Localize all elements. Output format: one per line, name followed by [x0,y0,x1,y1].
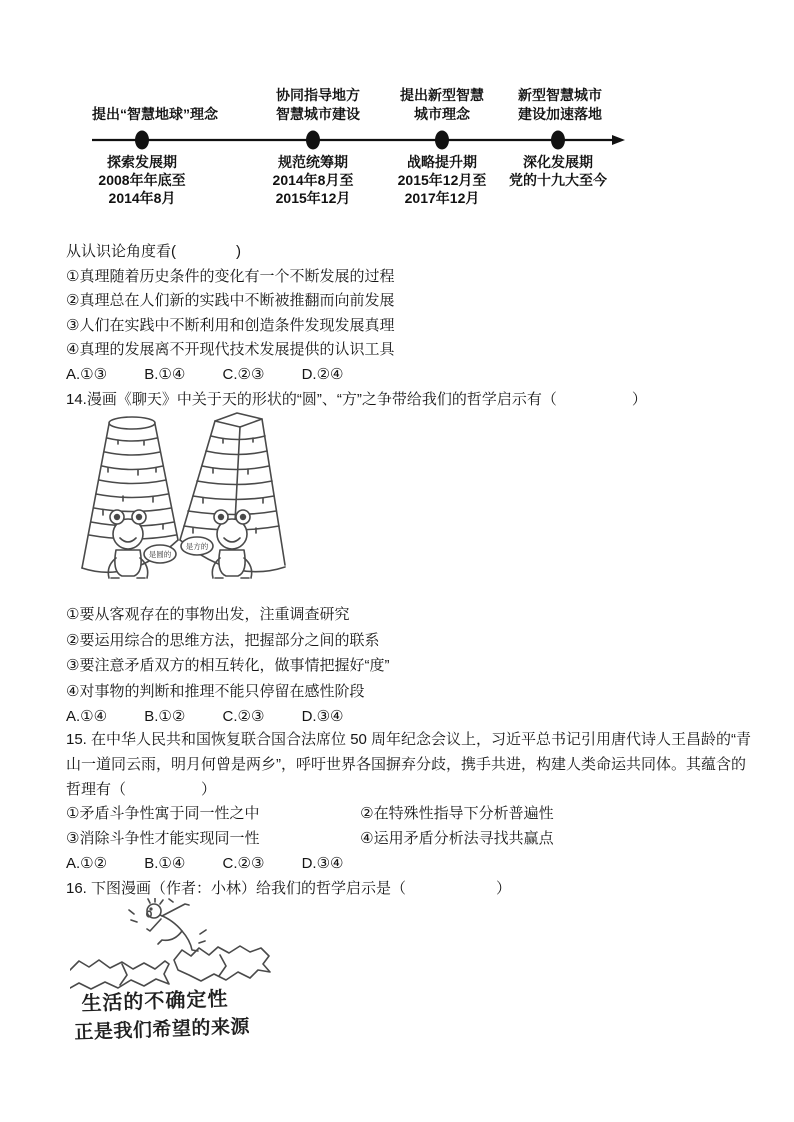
q13-item-1: ①真理随着历史条件的变化有一个不断发展的过程 [66,267,395,285]
q13-item-3: ③人们在实践中不断利用和创造条件发现发展真理 [66,316,395,334]
q13-stem: 从认识论角度看( ) [66,243,241,260]
frog-eye [114,514,120,520]
q14-stem: 14.漫画《聊天》中关于天的形状的“圆”、“方”之争带给我们的哲学启示有（ ） [66,390,647,408]
smart-city-timeline-figure [60,70,725,222]
timeline-dot-3 [435,131,449,150]
phase-1-period-line: 探索发展期 [107,154,177,170]
q15-stem-line-1: 15. 在中华人民共和国恢复联合国合法席位 50 周年纪念会议上，习近平总书记引用唐代诗人王昌龄的“青 [66,731,752,748]
q15-option-d: D.③④ [301,854,344,872]
q13-options [66,363,647,388]
phase-1-period-line: 2008年年底至 [98,172,186,188]
caption-line-1: 生活的不确定性 [81,988,229,1016]
phase-1-period-line: 2014年8月 [108,190,176,206]
phase-2-period-line: 规范统筹期 [278,154,348,170]
phase-3-title-line: 提出新型智慧 [400,87,484,103]
right-frog-drawing [212,510,251,578]
timeline-phase-1-period [57,153,227,207]
timeline-arrowhead-icon [612,135,625,145]
q13-option-d: D.②④ [301,365,344,383]
q15-option-a: A.①② [66,854,108,872]
timeline-dot-4 [551,131,565,150]
q15-item-row-2 [66,827,751,852]
q15-item-3: ③消除斗争性才能实现同一性 [66,830,260,848]
q14-cartoon-frogs-in-wells [78,410,324,602]
q15-item-4: ④运用矛盾分析法寻找共赢点 [360,830,554,848]
phase-3-period-line: 2017年12月 [404,190,480,206]
right-bubble-text: 是方的 [185,542,209,551]
frog-eye [136,514,142,520]
timeline-phase-4-title [465,82,655,124]
phase-2-title-line: 智慧城市建设 [276,106,360,122]
timeline-dot-2 [306,131,320,150]
q14-options [66,704,389,730]
q15-item-1: ①矛盾斗争性寓于同一性之中 [66,805,260,823]
caption-line-2: 正是我们希望的来源 [74,1016,251,1044]
q16-stem: 16. 下图漫画（作者：小林）给我们的哲学启示是（ ） [66,879,512,897]
phase-4-title-line: 建设加速落地 [518,106,602,122]
phase-4-period-line: 党的十九大至今 [509,172,607,188]
q14-option-b: B.①② [144,708,186,726]
leaping-person-drawing [129,898,206,951]
phase-4-title-line: 新型智慧城市 [518,87,602,103]
q15-item-2: ②在特殊性指导下分析普遍性 [360,805,554,823]
q13-item-2: ②真理总在人们新的实践中不断被推翻而向前发展 [66,292,395,310]
question-15-block [66,728,751,902]
left-bubble-text: 是圆的 [148,550,172,559]
q13-option-c: C.②③ [222,365,265,383]
phase-4-period-line: 深化发展期 [523,154,593,170]
q15-stem-line-2: 山一道同云雨，明月何曾是两乡”，呼吁世界各国摒弃分歧，携手共进，构建人类命运共同体。其蕴含的 [66,755,746,773]
q15-stem-line-3: 哲理有（ ） [66,780,217,798]
question-13-block [66,240,647,412]
question-14-block [66,602,389,730]
cliff-rocks-drawing [70,946,270,989]
q15-option-c: C.②③ [222,854,265,872]
phase-2-title-line: 协同指导地方 [276,87,360,103]
q13-option-b: B.①④ [144,365,186,383]
q13-item-4: ④真理的发展离不开现代技术发展提供的认识工具 [66,341,395,359]
phase-2-period-line: 2014年8月至 [272,172,354,188]
left-frog-drawing [108,510,147,578]
q15-option-b: B.①④ [144,854,186,872]
timeline-phase-4-period [473,153,643,189]
phase-1-title-line: 提出“智慧地球”理念 [92,106,218,122]
q14-item-3: ③要注意矛盾双方的相互转化，做事情把握好“度” [66,657,390,675]
q14-option-c: C.②③ [222,708,265,726]
q16-cartoon-leaping-figure [70,898,285,1048]
q14-item-1: ①要从客观存在的事物出发，注重调查研究 [66,606,350,623]
q14-option-a: A.①④ [66,708,108,726]
q14-item-4: ④对事物的判断和推理不能只停留在感性阶段 [66,682,365,700]
phase-2-period-line: 2015年12月 [275,190,351,206]
phase-3-period-line: 战略提升期 [407,154,477,170]
q14-option-d: D.③④ [301,708,344,726]
timeline-phase-1-title [60,82,250,124]
cartoon-caption [73,986,251,1044]
timeline-dot-1 [135,131,149,150]
q13-option-a: A.①③ [66,365,108,383]
q15-options [66,852,751,877]
q14-item-2: ②要运用综合的思维方法，把握部分之间的联系 [66,631,380,649]
phase-3-title-line: 城市理念 [414,106,470,122]
q15-item-row-1 [66,802,751,827]
frog-eye [218,514,224,520]
frog-eye [240,514,246,520]
phase-3-period-line: 2015年12月至 [397,172,487,188]
